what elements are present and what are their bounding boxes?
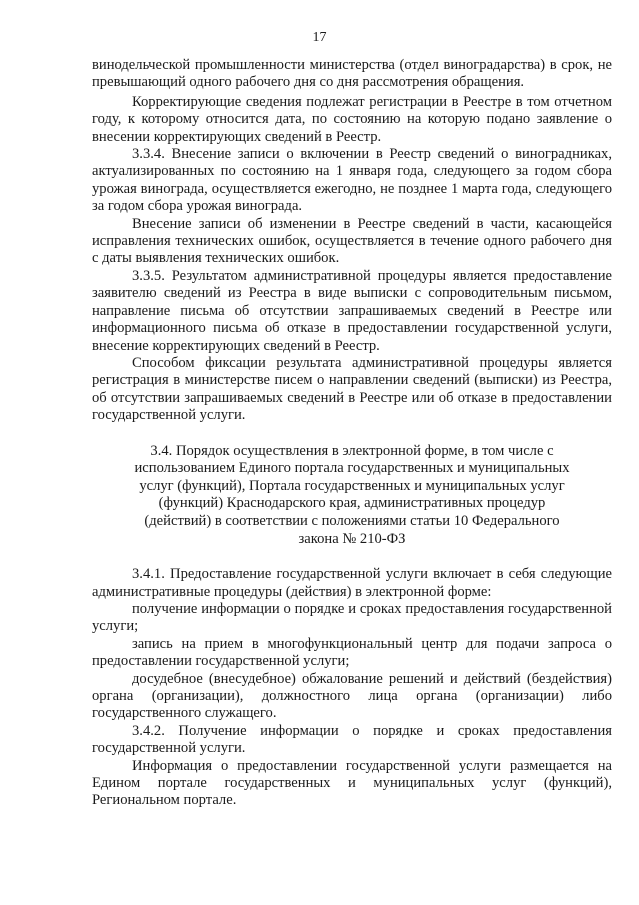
section-heading: 3.4. Порядок осуществления в электронной форме, в том числе с использованием Единого портала государственных и муниципальных услуг (функций), Портала государственных и муниципальных услуг (функций) Краснодарского края, административных процедур (действий) в соответствии с положениями статьи 10 Федерального закона № 210-ФЗ (134, 442, 570, 547)
paragraph: Информация о предоставлении государственной услуги размещается на Едином портале государственных и муниципальных услуг (функций), Региональном портале. (92, 757, 612, 809)
paragraph: Корректирующие сведения подлежат регистрации в Реестре в том отчетном году, к которому относится дата, по состоянию на которую подано заявление о внесении корректирующих сведений в Реестр. (92, 93, 612, 145)
list-item: досудебное (внесудебное) обжалование решений и действий (бездействия) органа (организации), должностного лица органа (организации) либо государственного служащего. (92, 670, 612, 722)
paragraph: Способом фиксации результата административной процедуры является регистрация в министерстве писем о направлении сведений (выписки) из Реестра, об отсутствии запрашиваемых сведений в Реестре или об отказе в предоставлении государственной услуги. (92, 354, 612, 424)
document-body (92, 57, 612, 810)
list-item: запись на прием в многофункциональный центр для подачи запроса о предоставлении государственной услуги; (92, 635, 612, 670)
list-item: получение информации о порядке и сроках предоставления государственной услуги; (92, 600, 612, 635)
paragraph: 3.3.4. Внесение записи о включении в Реестр сведений о виноградниках, актуализированных по состоянию на 1 января года, следующего за годом сбора урожая винограда, осуществляется ежегодно, не позднее 1 марта года, следующего за годом сбора урожая винограда. (92, 146, 612, 215)
page-number: 17 (312, 30, 327, 45)
paragraph: Внесение записи об изменении в Реестре сведений в части, касающейся исправления технических ошибок, осуществляется в течение одного рабочего дня с даты выявления технических ошибок. (92, 215, 612, 267)
paragraph: винодельческой промышленности министерства (отдел виноградарства) в срок, не превышающий одного рабочего дня со дня рассмотрения обращения. (92, 57, 612, 91)
paragraph: 3.4.1. Предоставление государственной услуги включает в себя следующие административные процедуры (действия) в электронной форме: (92, 566, 612, 600)
paragraph: 3.3.5. Результатом административной процедуры является предоставление заявителю сведений из Реестра в виде выписки с сопроводительным письмом, направление письма об отсутствии запрашиваемых сведений в Реестре или информационного письма об отказе в предоставлении государственной услуги, внесение корректирующих сведений в Реестр. (92, 267, 612, 354)
paragraph: 3.4.2. Получение информации о порядке и сроках предоставления государственной услуги. (92, 722, 612, 757)
